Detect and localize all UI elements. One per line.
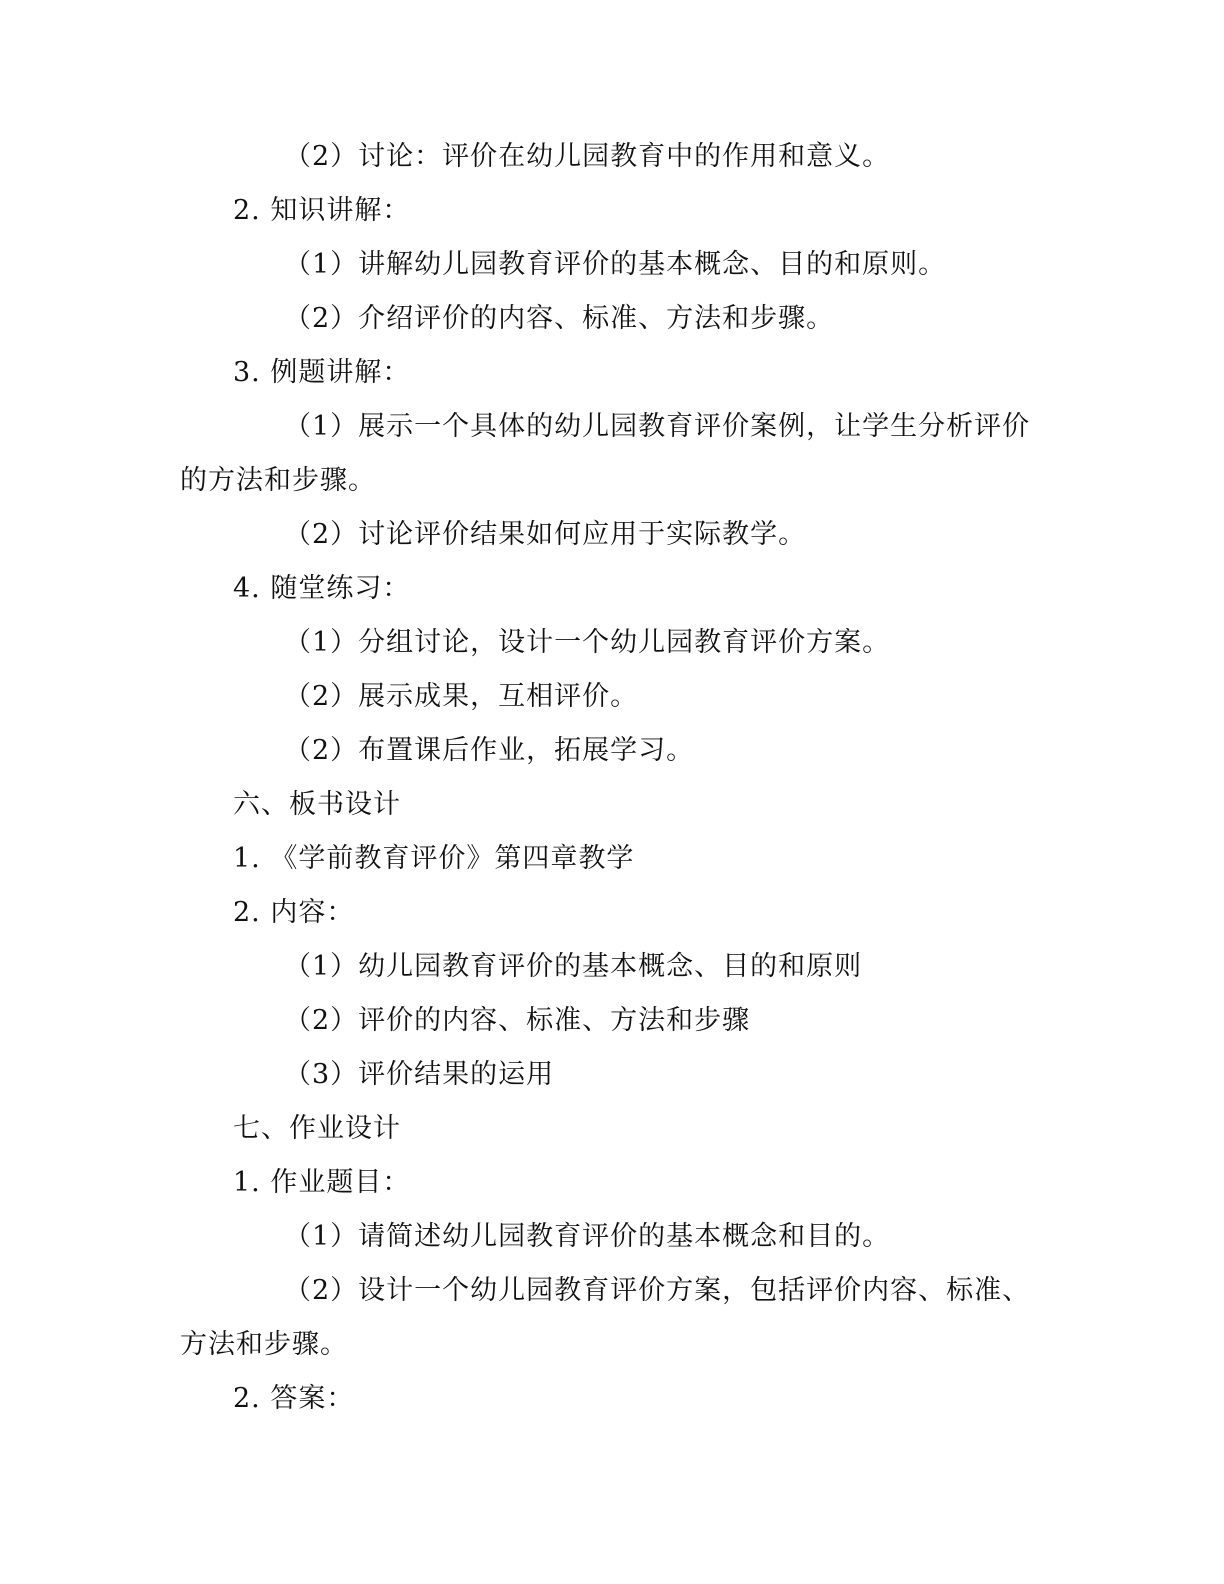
text-line: （2）讨论评价结果如何应用于实际教学。 bbox=[284, 519, 807, 550]
text-line: （1）展示一个具体的幼儿园教育评价案例，让学生分析评价 bbox=[284, 411, 1031, 442]
section-heading: 1. 《学前教育评价》第四章教学 bbox=[233, 843, 635, 874]
text-line-continuation: 方法和步骤。 bbox=[180, 1329, 348, 1360]
text-line: （2）介绍评价的内容、标准、方法和步骤。 bbox=[284, 303, 835, 334]
section-heading: 2. 答案： bbox=[233, 1383, 355, 1414]
text-line: （1）分组讨论，设计一个幼儿园教育评价方案。 bbox=[284, 627, 891, 658]
chapter-heading: 六、板书设计 bbox=[233, 789, 401, 820]
section-heading: 2. 内容： bbox=[233, 897, 355, 928]
section-heading: 3. 例题讲解： bbox=[233, 357, 411, 388]
text-line-continuation: 的方法和步骤。 bbox=[180, 465, 376, 496]
text-line: （2）评价的内容、标准、方法和步骤 bbox=[284, 1005, 751, 1036]
text-line: （2）布置课后作业，拓展学习。 bbox=[284, 735, 695, 766]
text-line: （2）设计一个幼儿园教育评价方案，包括评价内容、标准、 bbox=[284, 1275, 1031, 1306]
text-line: （1）幼儿园教育评价的基本概念、目的和原则 bbox=[284, 951, 863, 982]
text-line: （3）评价结果的运用 bbox=[284, 1059, 555, 1090]
text-line: （1）讲解幼儿园教育评价的基本概念、目的和原则。 bbox=[284, 249, 947, 280]
section-heading: 2. 知识讲解： bbox=[233, 195, 411, 226]
text-line: （2）讨论：评价在幼儿园教育中的作用和意义。 bbox=[284, 141, 891, 172]
text-line: （1）请简述幼儿园教育评价的基本概念和目的。 bbox=[284, 1221, 891, 1252]
chapter-heading: 七、作业设计 bbox=[233, 1113, 401, 1144]
section-heading: 4. 随堂练习： bbox=[233, 573, 411, 604]
section-heading: 1. 作业题目： bbox=[233, 1167, 411, 1198]
text-line: （2）展示成果，互相评价。 bbox=[284, 681, 639, 712]
